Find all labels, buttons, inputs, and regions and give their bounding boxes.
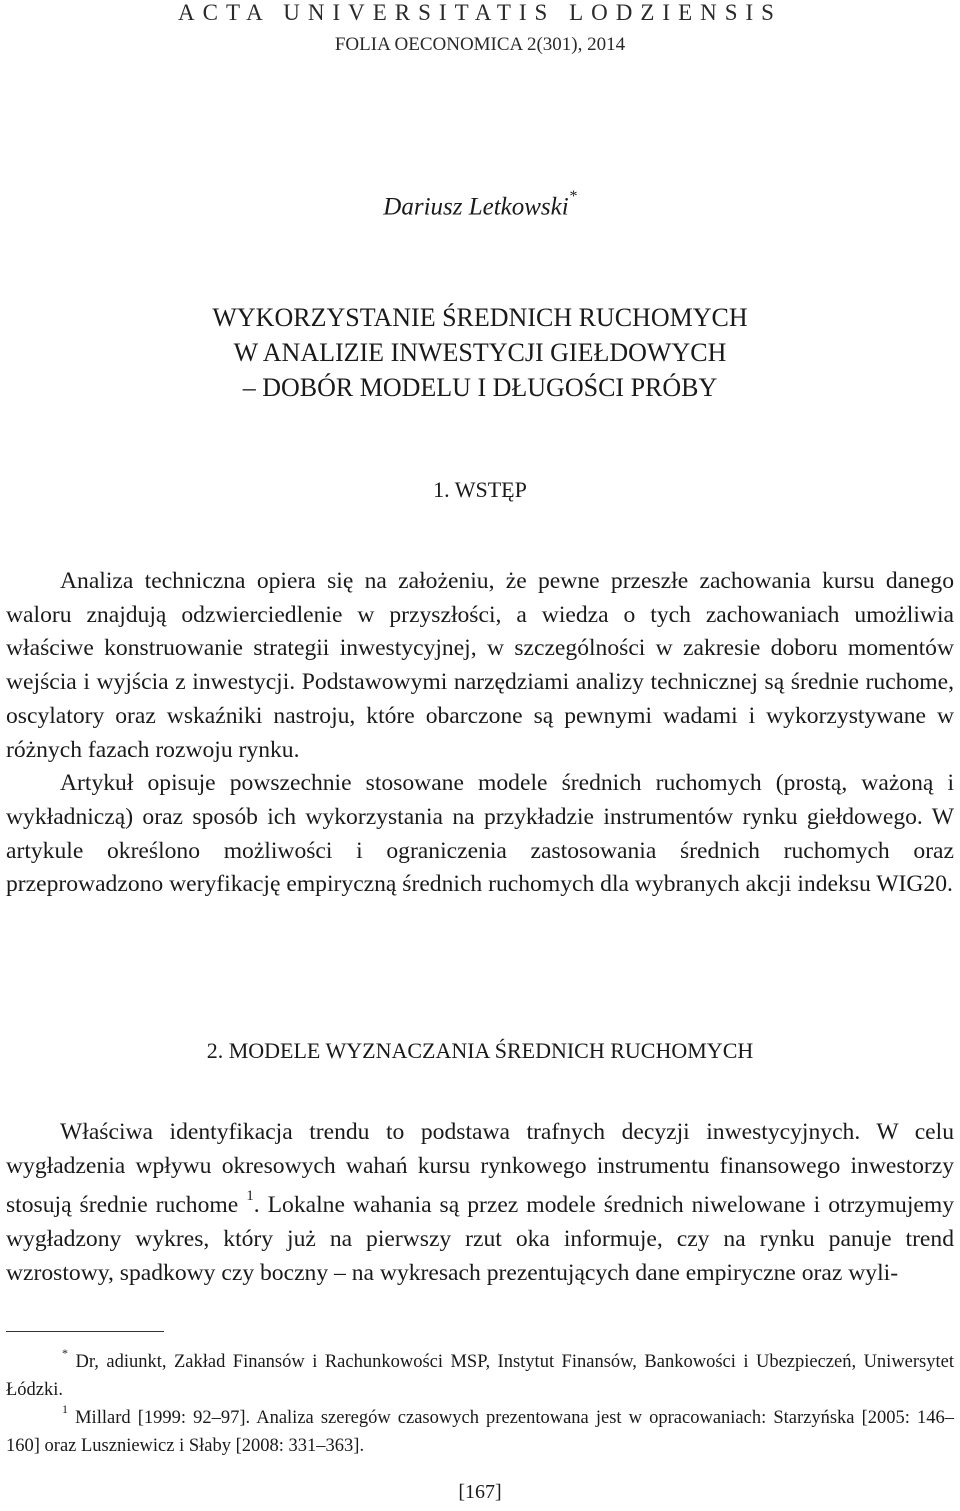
footnote xyxy=(6,1342,954,1404)
footnote-text xyxy=(6,1342,954,1404)
section-heading-1: 1. WSTĘP xyxy=(433,477,527,502)
page-number: [167] xyxy=(458,1481,502,1503)
section-heading-2: 2. MODELE WYZNACZANIA ŚREDNICH RUCHOMYCH xyxy=(206,1038,754,1063)
paragraph xyxy=(6,1116,954,1290)
paragraph: Artykuł opisuje powszechnie stosowane modele średnich ruchomych (prostą, ważoną i wykładniczą) oraz sposób ich wykorzystania na przykładzie instrumentów rynku giełdowego. W artykule określono możliwości i ograniczenia zastosowania średnich ruchomych oraz przeprowadzono weryfikację empiryczną średnich ruchomych dla wybranych akcji indeksu WIG20. xyxy=(6,770,954,898)
footnote xyxy=(6,1398,954,1460)
author-name: Dariusz Letkowski xyxy=(383,193,569,221)
paragraph-text: Właściwa identyfikacja trendu to podstawa trafnych decyzji inwestycyjnych. W celu wygładzenia wpływu okresowych wahań kursu rynkowego instrumentu finansowego inwestorzy stosują średnie ruchome xyxy=(6,1119,954,1219)
section-2-body xyxy=(6,1116,954,1290)
author xyxy=(6,188,954,221)
journal-name: ACTA UNIVERSITATIS LODZIENSIS xyxy=(178,0,782,25)
footnote-body: Dr, adiunkt, Zakład Finansów i Rachunkowości MSP, Instytut Finansów, Bankowości i Ubezpieczeń, Uniwersytet Łódzki. xyxy=(6,1352,954,1401)
paper-page xyxy=(6,0,954,1511)
journal-issue: FOLIA OECONOMICA 2(301), 2014 xyxy=(334,34,626,55)
title-line-1: WYKORZYSTANIE ŚREDNICH RUCHOMYCH xyxy=(212,303,748,332)
title-line-2: W ANALIZIE INWESTYCJI GIEŁDOWYCH xyxy=(233,338,727,367)
section-1-body xyxy=(6,565,954,902)
title-line-3: – DOBÓR MODELU I DŁUGOŚCI PRÓBY xyxy=(242,373,718,402)
author-footnote-mark: * xyxy=(568,188,577,205)
paragraph: Analiza techniczna opiera się na założeniu, że pewne przeszłe zachowania kursu danego waloru znajdują odzwierciedlenie w przyszłości, a wiedza o tych zachowaniach umożliwia właściwe konstruowanie strategii inwestycyjnej, w szczególności w zakresie doboru momentów wejścia i wyjścia z inwestycji. Podstawowymi narzędziami analizy technicznej są średnie ruchome, oscylatory oraz wskaźniki nastroju, które obarczone są pewnymi wadami i wykorzystywane w różnych fazach rozwoju rynku. xyxy=(6,568,954,763)
footnote-divider xyxy=(6,1331,164,1332)
footnote-mark: 1 xyxy=(62,1402,68,1416)
footnote-mark: * xyxy=(62,1346,68,1360)
footnote-reference: 1 xyxy=(246,1188,254,1205)
footnote-text xyxy=(6,1398,954,1460)
footnote-body: Millard [1999: 92–97]. Analiza szeregów czasowych prezentowana jest w opracowaniach: Starzyńska [2005: 146–160] oraz Luszniewicz i Słaby [2008: 331–363]. xyxy=(6,1408,955,1457)
paragraph-text: . Lokalne wahania są przez modele średnich niwelowane i otrzymujemy wygładzony wykres, który już na pierwszy rzut oka informuje, czy na rynku panuje trend wzrostowy, spadkowy czy boczny – na wykresach prezentujących dane empiryczne oraz wyli- xyxy=(6,1192,954,1286)
paper-title xyxy=(6,300,954,405)
